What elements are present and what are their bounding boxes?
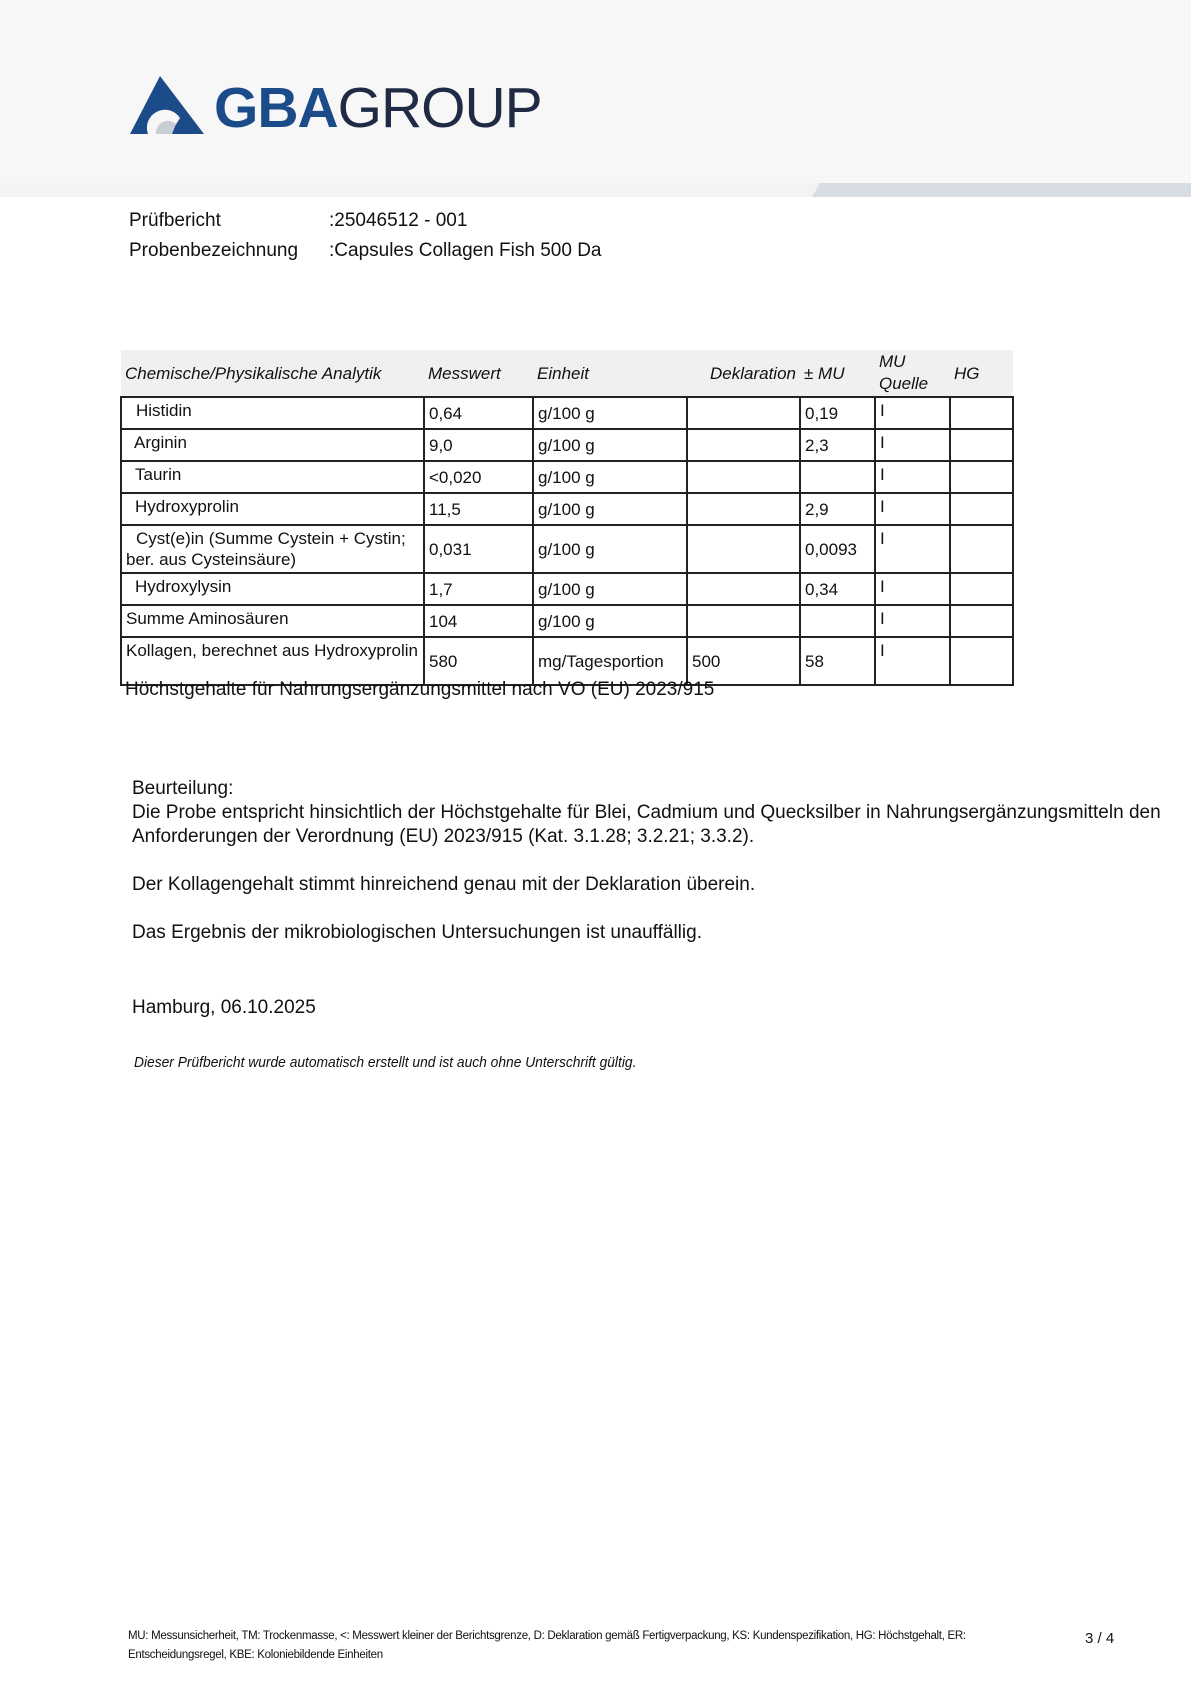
unit: g/100 g [533, 493, 687, 525]
place-date: Hamburg, 06.10.2025 [132, 997, 316, 1018]
logo [130, 76, 560, 146]
declaration: 500 [687, 637, 800, 685]
report-meta [129, 206, 602, 266]
assessment-paragraph-microbiology: Das Ergebnis der mikrobiologischen Untersuchungen ist unauffällig. [132, 922, 702, 943]
max-level [950, 573, 1013, 605]
footer-legend: MU: Messunsicherheit, TM: Trockenmasse, <: Messwert kleiner der Berichtsgrenze, D: Deklaration gemäß Fertigverpackung, KS: Kundenspezifikation, HG: Höchstgehalt, ER: Entscheidungsregel, KBE: Koloniebildende Einheiten [128, 1630, 966, 1661]
mu-source: I [875, 493, 950, 525]
measured-value: 104 [424, 605, 533, 637]
mu-source: I [875, 429, 950, 461]
report-number-row [129, 206, 602, 236]
declaration [687, 525, 800, 573]
measurement-uncertainty: 0,0093 [800, 525, 875, 573]
unit: g/100 g [533, 605, 687, 637]
measured-value: 0,031 [424, 525, 533, 573]
unit: g/100 g [533, 429, 687, 461]
table-row [121, 605, 1013, 637]
measurement-uncertainty: 0,19 [800, 397, 875, 429]
unit: g/100 g [533, 525, 687, 573]
analysis-name: Arginin [121, 429, 424, 461]
header-stripe [0, 183, 1191, 197]
max-level [950, 429, 1013, 461]
analysis-name: Kollagen, berechnet aus Hydroxyprolin [121, 637, 424, 685]
table-row [121, 525, 1013, 573]
page-number: 3 / 4 [1085, 1630, 1115, 1647]
table-header-row [121, 350, 1013, 397]
sample-name-label: Probenbezeichnung [129, 240, 299, 261]
declaration [687, 397, 800, 429]
unit: g/100 g [533, 461, 687, 493]
logo-wordmark [214, 78, 542, 138]
mu-source: I [875, 605, 950, 637]
assessment-heading: Beurteilung: [132, 778, 234, 799]
measured-value: 0,64 [424, 397, 533, 429]
measurement-uncertainty [800, 605, 875, 637]
table-row [121, 397, 1013, 429]
table-row [121, 637, 1013, 685]
mu-source: I [875, 525, 950, 573]
max-level [950, 493, 1013, 525]
table-row [121, 493, 1013, 525]
measurement-uncertainty: 2,9 [800, 493, 875, 525]
unit: g/100 g [533, 573, 687, 605]
max-level [950, 461, 1013, 493]
measured-value: 9,0 [424, 429, 533, 461]
mu-source: I [875, 573, 950, 605]
table-row [121, 429, 1013, 461]
measurement-uncertainty: 58 [800, 637, 875, 685]
assessment [132, 777, 1172, 945]
gba-triangle-logo-icon [130, 76, 204, 138]
measurement-uncertainty: 0,34 [800, 573, 875, 605]
max-level [950, 525, 1013, 573]
sample-name-value: :Capsules Collagen Fish 500 Da [329, 240, 602, 261]
measured-value: 11,5 [424, 493, 533, 525]
assessment-paragraph-collagen: Der Kollagengehalt stimmt hinreichend genau mit der Deklaration überein. [132, 874, 756, 895]
measured-value: 580 [424, 637, 533, 685]
header-mu-source: MU Quelle [875, 350, 950, 397]
max-level [950, 637, 1013, 685]
measurement-uncertainty: 2,3 [800, 429, 875, 461]
analysis-name: Hydroxyprolin [121, 493, 424, 525]
max-level [950, 397, 1013, 429]
logo-text-light: GROUP [337, 76, 542, 140]
results-table [120, 350, 1014, 686]
max-level [950, 605, 1013, 637]
header-analysis: Chemische/Physikalische Analytik [121, 350, 424, 397]
analysis-name: Hydroxylysin [121, 573, 424, 605]
header-hg: HG [950, 350, 1013, 397]
table-note: Höchstgehalte für Nahrungsergänzungsmittel nach VO (EU) 2023/915 [125, 679, 715, 700]
declaration [687, 493, 800, 525]
analysis-name: Cyst(e)in (Summe Cystein + Cystin; ber. aus Cysteinsäure) [121, 525, 424, 573]
analysis-name: Summe Aminosäuren [121, 605, 424, 637]
analysis-name: Taurin [121, 461, 424, 493]
mu-source: I [875, 637, 950, 685]
sample-name-row [129, 236, 602, 266]
report-number-value: :25046512 - 001 [329, 210, 468, 231]
report-number-label: Prüfbericht [129, 210, 221, 231]
measured-value: <0,020 [424, 461, 533, 493]
logo-text-strong: GBA [214, 76, 338, 140]
mu-source: I [875, 397, 950, 429]
measured-value: 1,7 [424, 573, 533, 605]
header-value: Messwert [424, 350, 533, 397]
analysis-name: Histidin [121, 397, 424, 429]
header-unit: Einheit [533, 350, 687, 397]
table-row [121, 573, 1013, 605]
assessment-paragraph-heavy-metals: Die Probe entspricht hinsichtlich der Höchstgehalte für Blei, Cadmium und Quecksilber in Nahrungsergänzungsmitteln den Anforderungen der Verordnung (EU) 2023/915 (Kat. 3.1.28; 3.2.21; 3.3.2). [132, 802, 1161, 847]
declaration [687, 461, 800, 493]
declaration [687, 605, 800, 637]
header-declaration: Deklaration [687, 350, 800, 397]
declaration [687, 573, 800, 605]
unit: g/100 g [533, 397, 687, 429]
mu-source: I [875, 461, 950, 493]
declaration [687, 429, 800, 461]
unit: mg/Tagesportion [533, 637, 687, 685]
header-mu: ± MU [800, 350, 875, 397]
measurement-uncertainty [800, 461, 875, 493]
automatic-report-note: Dieser Prüfbericht wurde automatisch erstellt und ist auch ohne Unterschrift gültig. [134, 1054, 637, 1071]
table-row [121, 461, 1013, 493]
